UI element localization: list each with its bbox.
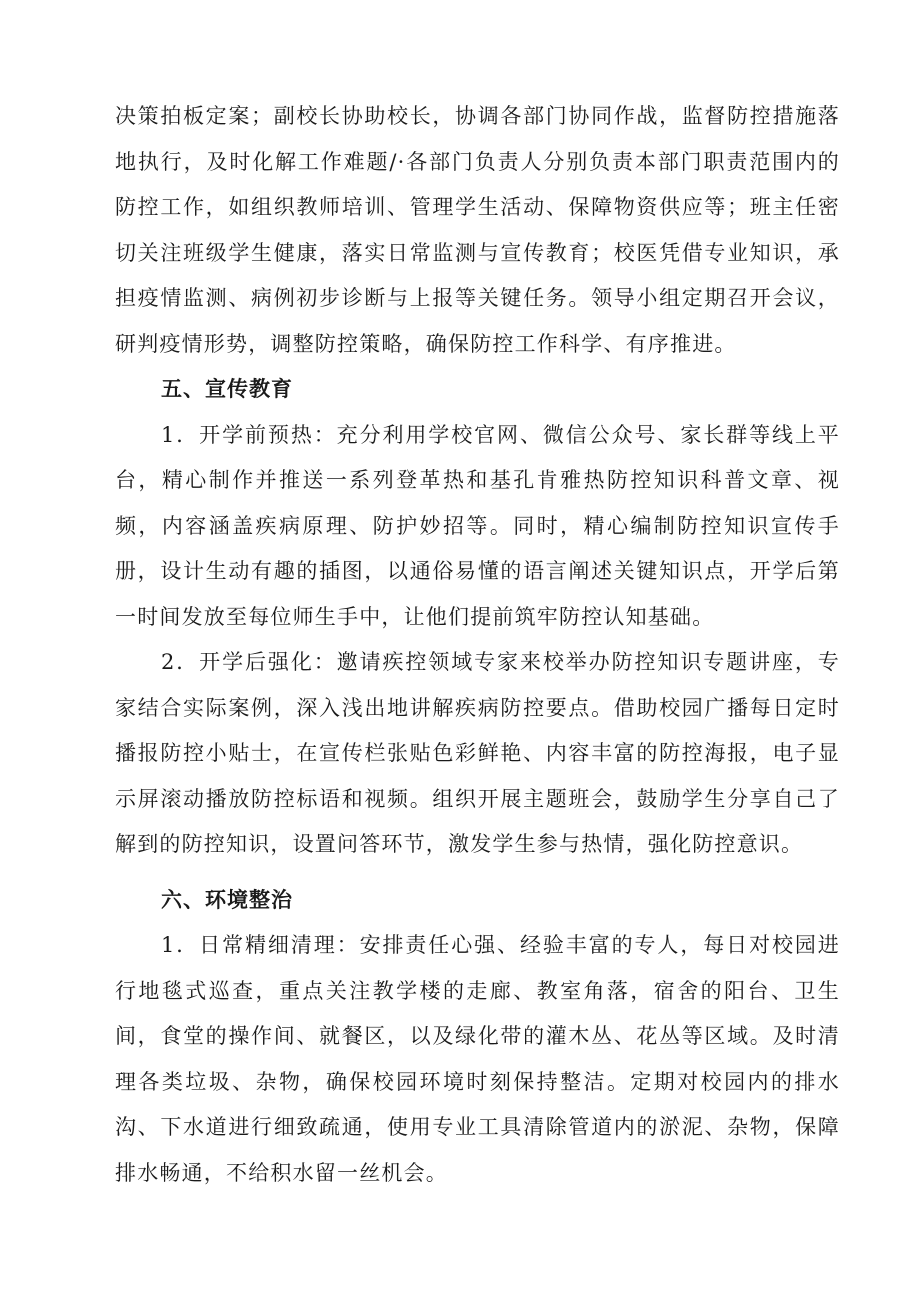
section-heading-environment: 六、环境整治: [161, 887, 293, 912]
publicity-paragraph-2: 2．开学后强化：邀请疾控领域专家来校举办防控知识专题讲座，专家结合实际案例，深入浅出地讲解疾病防控要点。借助校园广播每日定时播报防控小贴士，在宣传栏张贴色彩鲜艳、内容丰富的防控海报，电子显示屏滚动播放防控标语和视频。组织开展主题班会，鼓励学生分享自己了解到的防控知识，设置问答环节，激发学生参与热情，强化防控意识。: [115, 650, 840, 856]
section-heading-publicity: 五、宣传教育: [161, 377, 293, 401]
document-page: [115, 94, 840, 1196]
environment-paragraph-1: 1．日常精细清理：安排责任心强、经验丰富的专人，每日对校园进行地毯式巡查，重点关注教学楼的走廊、教室角落，宿舍的阳台、卫生间，食堂的操作间、就餐区，以及绿化带的灌木丛、花丛等区域。及时清理各类垃圾、杂物，确保校园环境时刻保持整洁。定期对校园内的排水沟、下水道进行细致疏通，使用专业工具清除管道内的淤泥、杂物，保障排水畅通，不给积水留一丝机会。: [115, 933, 840, 1185]
intro-paragraph: 决策拍板定案；副校长协助校长，协调各部门协同作战，监督防控措施落地执行，及时化解工作难题/·各部门负责人分别负责本部门职责范围内的防控工作，如组织教师培训、管理学生活动、保障物资供应等；班主任密切关注班级学生健康，落实日常监测与宣传教育；校医凭借专业知识，承担疫情监测、病例初步诊断与上报等关键任务。领导小组定期召开会议，研判疫情形势，调整防控策略，确保防控工作科学、有序推进。: [115, 104, 840, 356]
publicity-paragraph-1: 1．开学前预热：充分利用学校官网、微信公众号、家长群等线上平台，精心制作并推送一系列登革热和基孔肯雅热防控知识科普文章、视频，内容涵盖疾病原理、防护妙招等。同时，精心编制防控知识宣传手册，设计生动有趣的插图，以通俗易懂的语言阐述关键知识点，开学后第一时间发放至每位师生手中，让他们提前筑牢防控认知基础。: [115, 422, 840, 629]
